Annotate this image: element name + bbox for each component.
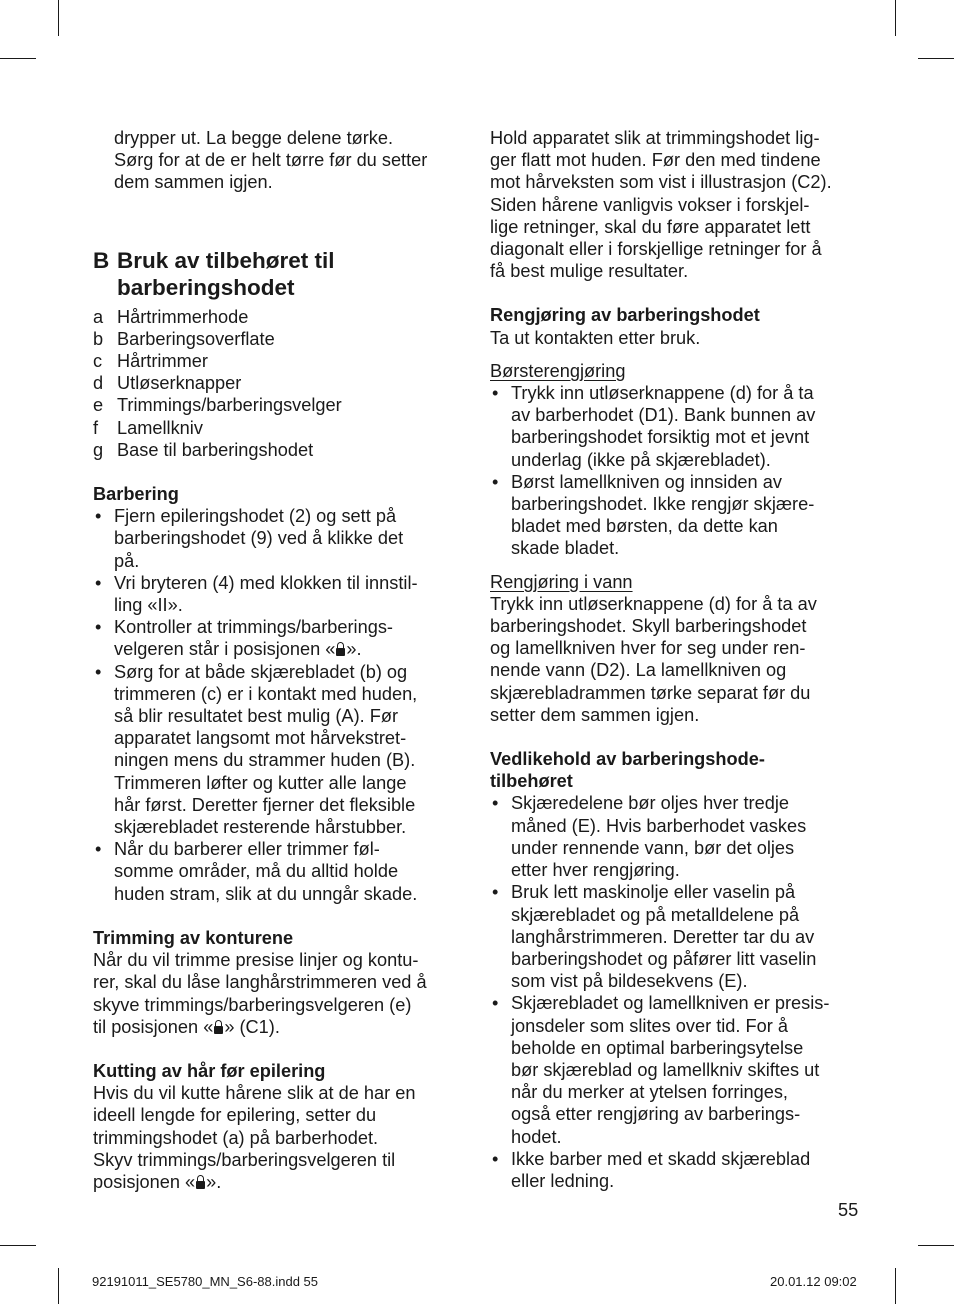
underlined-heading: Rengjøring i vann (490, 571, 633, 592)
list-item (93, 616, 465, 660)
text-line: Børst lamellkniven og innsiden av (511, 471, 782, 492)
text-line: ideell lengde for epilering, setter du (93, 1105, 377, 1126)
crop-mark (918, 58, 954, 59)
text-line: huden stram, slik at du unngår skade. (114, 883, 418, 904)
text-line: barberingshodet forsiktig mot et jevnt (511, 427, 810, 448)
bullet-list (93, 505, 465, 905)
paragraph (93, 949, 465, 1038)
text-line: hår først. Deretter fjerner det fleksible (114, 794, 416, 815)
subheading: Barbering (93, 484, 179, 505)
text-line: ger flatt mot huden. Før den med tindene (490, 150, 821, 171)
list-item (490, 1148, 862, 1192)
text-line: og lamellkniven hver for seg under ren- (490, 638, 806, 659)
text-fragment: velgeren står i posisjonen « (114, 639, 336, 660)
text-line: Vedlikehold av barberingshode- (490, 749, 765, 770)
bullet: • (492, 1148, 499, 1169)
text-line: drypper ut. La begge delene tørke. (114, 128, 394, 148)
list-item (93, 394, 465, 416)
part-key: b (93, 328, 104, 349)
text-line: barberingshodet. Ikke rengjør skjære- (511, 494, 815, 515)
page-number: 55 (838, 1200, 859, 1220)
subheading: Rengjøring av barberingshodet (490, 305, 760, 326)
text-fragment: ». (206, 1171, 222, 1192)
text-line: skyve trimmings/barberingsvelgeren (e) (93, 994, 412, 1015)
text-line: mot hårveksten som vist i illustrasjon (C2). (490, 172, 832, 193)
text-fragment: til posisjonen « (93, 1016, 214, 1037)
bullet: • (95, 839, 102, 860)
bullet: • (492, 471, 499, 492)
list-item (93, 417, 465, 439)
text-line: Hvis du vil kutte hårene slik at de har en (93, 1083, 416, 1104)
list-item (93, 505, 465, 572)
part-key: d (93, 373, 104, 394)
list-item (93, 439, 465, 461)
list-item (490, 881, 862, 992)
text-line: under rennende vann, bør det oljes (511, 837, 795, 858)
text-line: barberingshodet (9) ved å klikke det (114, 528, 404, 549)
text-line: få best mulige resultater. (490, 261, 689, 282)
list-item (93, 306, 465, 328)
intro-paragraph (490, 127, 862, 282)
text-line: jonsdeler som slites over tid. For å (511, 1015, 788, 1036)
text-line: Bruk lett maskinolje eller vaselin på (511, 882, 796, 903)
text-line: skade bladet. (511, 538, 620, 559)
text-line: langhårstrimmeren. Deretter tar du av (511, 926, 815, 947)
underlined-heading: Børsterengjøring (490, 360, 626, 381)
lock-icon (336, 642, 345, 657)
lock-icon (214, 1020, 223, 1035)
text-line: barberingshodet. Skyll barberingshodet (490, 616, 807, 637)
part-label: Barberingsoverflate (117, 328, 275, 349)
subheading: Kutting av hår før epilering (93, 1060, 326, 1081)
text-fragment: ». (346, 639, 362, 660)
bullet: • (95, 572, 102, 593)
bullet-list (490, 382, 862, 560)
text-fragment: posisjonen « (93, 1171, 196, 1192)
text-line: Ikke barber med et skadd skjæreblad (511, 1148, 811, 1169)
text-line: underlag (ikke på skjærebladet). (511, 449, 771, 470)
text-line: ningen mens du strammer huden (B). (114, 750, 416, 771)
right-column (490, 127, 862, 1192)
section-letter: B (93, 247, 110, 273)
list-item (93, 838, 465, 905)
subheading (490, 748, 862, 792)
list-item (93, 572, 465, 616)
text-line: når du merker at ytelsen forringes, (511, 1082, 788, 1103)
bullet: • (492, 383, 499, 404)
paragraph (490, 593, 862, 726)
part-label: Lamellkniv (117, 417, 203, 438)
text-line: Sørg for at de er helt tørre før du setter (114, 150, 428, 171)
part-label: Utløserknapper (117, 373, 242, 394)
bullet: • (95, 661, 102, 682)
text-line: Kontroller at trimmings/barberings- (114, 617, 393, 638)
list-item (93, 350, 465, 372)
list-item (490, 471, 862, 560)
text-line: Trimmeren løfter og kutter alle lange (114, 772, 407, 793)
left-column (93, 127, 465, 1193)
crop-mark (58, 0, 59, 36)
crop-mark (918, 1245, 954, 1246)
subheading: Trimming av konturene (93, 927, 294, 948)
part-key: g (93, 439, 104, 460)
text-line: Trykk inn utløserknappene (d) for å ta (511, 383, 814, 404)
text-line: nende vann (D2). La lamellkniven og (490, 660, 787, 681)
crop-mark (58, 1268, 59, 1304)
text-line: lige retninger, skal du føre apparatet lett (490, 216, 811, 237)
list-item (93, 661, 465, 839)
lock-icon (196, 1175, 205, 1190)
text-line: tilbehøret (490, 771, 573, 792)
text-line: Når du vil trimme presise linjer og kontu- (93, 950, 419, 971)
text-line: ling «II». (114, 595, 183, 616)
text-line (93, 1171, 465, 1193)
text-line: trimmingshodet (a) på barberhodet. (93, 1127, 379, 1148)
crop-mark (895, 0, 896, 36)
text-line: skjærebladet resterende hårstubber. (114, 817, 407, 838)
part-label: Hårtrimmerhode (117, 306, 249, 327)
text-line: rer, skal du låse langhårstrimmeren ved å (93, 972, 427, 993)
intro-paragraph (93, 127, 465, 194)
bullet: • (492, 882, 499, 903)
text-line: Hold apparatet slik at trimmingshodet lig- (490, 128, 820, 148)
list-item (93, 328, 465, 350)
text-line: Fjern epileringshodet (2) og sett på (114, 506, 397, 527)
text-line: barberingshodet og påfører litt vaselin (511, 948, 817, 969)
part-label: Base til barberingshodet (117, 439, 314, 460)
crop-mark (0, 1245, 36, 1246)
text-line: Når du barberer eller trimmer føl- (114, 839, 380, 860)
text-line: på. (114, 550, 140, 571)
text-line: Skjærebladet og lamellkniven er presis- (511, 993, 830, 1014)
footer-date: 20.01.12 09:02 (770, 1274, 857, 1289)
crop-mark (0, 58, 36, 59)
text-line: hodet. (511, 1126, 562, 1147)
text-line: Skyv trimmings/barberingsvelgeren til (93, 1149, 396, 1170)
list-item (490, 382, 862, 471)
text-line: Ta ut kontakten etter bruk. (490, 327, 701, 348)
text-line: apparatet langsomt mot hårvekstret- (114, 728, 407, 749)
text-line: bør skjæreblad og lamellkniv skiftes ut (511, 1059, 820, 1080)
bullet: • (95, 506, 102, 527)
text-line: så blir resultatet best mulig (A). Før (114, 706, 399, 727)
text-line: etter hver rengjøring. (511, 860, 680, 881)
text-line: Trykk inn utløserknappene (d) for å ta av (490, 593, 817, 614)
text-line: trimmeren (c) er i kontakt med huden, (114, 683, 418, 704)
text-line: dem sammen igjen. (114, 172, 273, 193)
section-title-line: barberingshodet (117, 274, 295, 300)
text-line: eller ledning. (511, 1170, 615, 1191)
part-key: c (93, 351, 103, 372)
text-line: skjærebladrammen tørke separat før du (490, 682, 811, 703)
list-item (490, 792, 862, 881)
text-line: beholde en optimal barberingsytelse (511, 1037, 804, 1058)
text-line: Skjæredelene bør oljes hver tredje (511, 793, 789, 814)
footer-file: 92191011_SE5780_MN_S6-88.indd 55 (92, 1274, 318, 1289)
bullet: • (95, 617, 102, 638)
list-item (93, 372, 465, 394)
section-title-line: Bruk av tilbehøret til (117, 247, 335, 273)
text-line: Vri bryteren (4) med klokken til innstil- (114, 572, 418, 593)
text-line: måned (E). Hvis barberhodet vaskes (511, 815, 807, 836)
parts-list (93, 306, 465, 461)
text-fragment: » (C1). (224, 1016, 280, 1037)
paragraph (93, 1082, 465, 1193)
part-key: a (93, 306, 104, 327)
bullet-list (490, 792, 862, 1192)
bullet: • (492, 993, 499, 1014)
section-title (93, 247, 465, 301)
text-line: somme områder, må du alltid holde (114, 861, 399, 882)
text-line: som vist på bildesekvens (E). (511, 971, 748, 992)
text-line: bladet med børsten, da dette kan (511, 516, 778, 537)
text-line: skjærebladet og på metalldelene på (511, 904, 800, 925)
text-line (114, 638, 465, 660)
crop-mark (895, 1268, 896, 1304)
text-line: diagonalt eller i forskjellige retninger for å (490, 239, 822, 260)
list-item (490, 992, 862, 1147)
part-key: e (93, 395, 104, 416)
text-line: Sørg for at både skjærebladet (b) og (114, 661, 408, 682)
bullet: • (492, 793, 499, 814)
text-line: setter dem sammen igjen. (490, 704, 700, 725)
text-line (93, 1016, 465, 1038)
part-key: f (93, 417, 99, 438)
text-line: av barberhodet (D1). Bank bunnen av (511, 405, 816, 426)
text-line: også etter rengjøring av barberings- (511, 1104, 801, 1125)
part-label: Hårtrimmer (117, 351, 208, 372)
part-label: Trimmings/barberingsvelger (117, 395, 342, 416)
text-line: Siden hårene vanligvis vokser i forskjel- (490, 194, 810, 215)
